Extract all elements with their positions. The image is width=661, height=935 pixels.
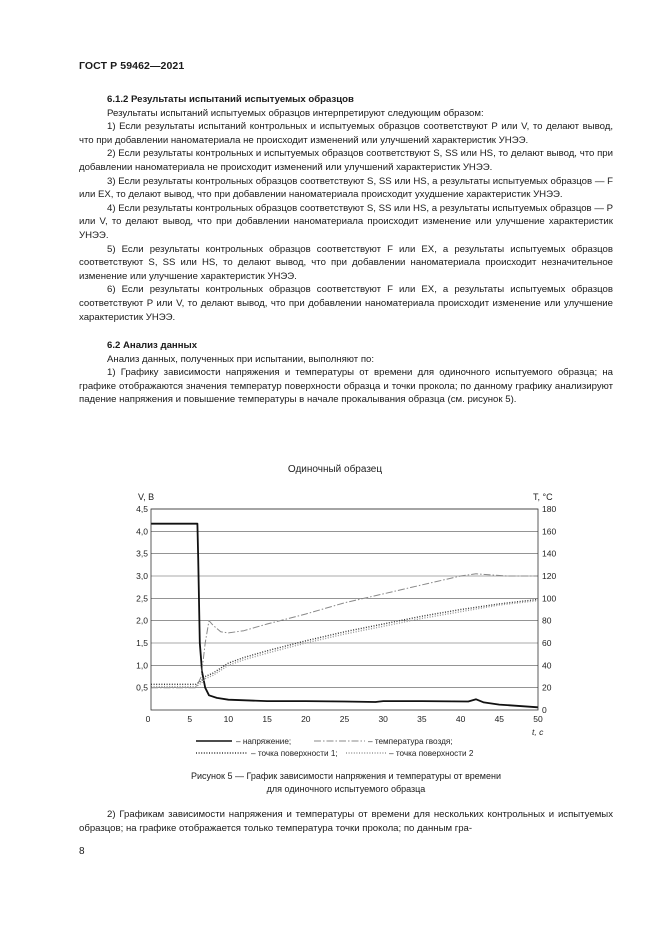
x-tick-label: 10 [223, 714, 234, 724]
caption-line: Рисунок 5 — График зависимости напряжения и температуры от времени [191, 771, 501, 781]
paragraph: Анализ данных, полученных при испытании, выполняют по: [107, 353, 375, 365]
paragraph: 1) Если результаты испытаний контрольных и испытуемых образцов соответствуют P или V, то делают вывод, что при добавлении наноматериала не происходит изменений или улучшений характеристик УНЭЭ. [79, 121, 613, 146]
y-left-tick-label: 1,5 [136, 638, 148, 648]
legend-label-surface-1: – точка поверхности 1; [251, 749, 338, 758]
chart-title: Одиночный образец [287, 464, 383, 475]
y-right-tick-label: 120 [542, 571, 557, 581]
paragraph: 5) Если результаты контрольных образцов соответствуют F или EX, а результаты испытуемых образцов соответствуют S, SS или HS, то делают вывод, что при добавлении наноматериала происходит незначительное изменение или улучшение характеристик УНЭЭ. [79, 243, 613, 282]
x-tick-label: 45 [494, 714, 505, 724]
y-right-tick-label: 20 [542, 682, 552, 693]
paragraph: 3) Если результаты контрольных образцов соответствуют S, SS или HS, а результаты испытуемых образцов — F или EX, то делают вывод, что при добавлении наноматериала происходит ухудшение характеристик УНЭЭ. [79, 175, 613, 201]
section-6-1-2 [79, 93, 613, 324]
y-right-tick-label: 100 [542, 593, 557, 604]
chart-legend [196, 737, 474, 758]
paragraph: 4) Если результаты контрольных образцов соответствуют S, SS или HS, а результаты испытуемых образцов — P или V, то делают вывод, что при добавлении наноматериала происходит изменение или улучшение характеристик УНЭЭ. [79, 202, 613, 241]
y-right-tick-label: 60 [542, 638, 552, 648]
x-tick-label: 40 [455, 714, 466, 724]
y-left-tick-label: 4,0 [136, 526, 148, 537]
y-left-tick-label: 2,0 [136, 615, 148, 626]
y-left-tick-label: 3,5 [136, 548, 148, 559]
surface-point-1-series-line [151, 599, 538, 684]
legend-label-nail-temp: – температура гвоздя; [368, 737, 453, 746]
x-tick-label: 20 [301, 714, 311, 724]
plot-frame [151, 509, 538, 710]
x-tick-label: 50 [533, 714, 543, 724]
legend-label-voltage: – напряжение; [236, 737, 292, 746]
y-left-tick-label: 4,5 [136, 504, 148, 514]
x-tick-label: 5 [187, 714, 193, 724]
y-right-tick-label: 40 [542, 660, 552, 671]
caption-line: для одиночного испытуемого образца [266, 783, 426, 794]
section-heading: 6.2 Анализ данных [107, 340, 198, 351]
x-tick-label: 30 [378, 714, 388, 724]
section-6-2 [79, 339, 613, 407]
paragraph: 1) Графику зависимости напряжения и температуры от времени для одиночного испытуемого образца; на графике отображаются значения температур поверхности образца и точки прокола; по данному графику анализируют падение напряжения и повышение температуры в начале прокалывания образца (см. рисунок 5). [79, 367, 613, 406]
y-right-tick-label: 80 [542, 615, 552, 626]
x-tick-label: 15 [262, 714, 272, 724]
x-tick-label: 0 [145, 714, 151, 724]
y-left-tick-label: 2,5 [136, 593, 148, 604]
nail-temperature-series-line [151, 574, 538, 688]
paragraph: 6) Если результаты контрольных образцов соответствуют F или EX, а результаты испытуемых образцов соответствуют P или V, то делают вывод, что при добавлении наноматериала происходит изменение или улучшение характеристик УНЭЭ. [79, 284, 613, 323]
x-tick-label: 35 [417, 714, 427, 724]
voltage-series-line [151, 524, 538, 708]
y-left-tick-label: 1,0 [136, 660, 148, 671]
y-left-tick-label: 0,5 [136, 682, 148, 693]
page-number: 8 [79, 846, 85, 857]
legend-label-surface-2: – точка поверхности 2 [389, 749, 474, 758]
y-left-tick-label: 3,0 [136, 571, 148, 581]
document-header: ГОСТ Р 59462—2021 [79, 60, 185, 72]
voltage-temperature-chart [100, 462, 570, 758]
section-6-2-continued [79, 808, 613, 835]
x-axis-label: t, c [532, 727, 544, 737]
y-right-tick-label: 160 [542, 526, 557, 537]
section-heading: 6.1.2 Результаты испытаний испытуемых образцов [107, 94, 354, 105]
y-right-axis-label: T, °С [533, 492, 553, 502]
y-left-axis-label: V, В [138, 492, 155, 502]
x-tick-label: 25 [339, 714, 350, 724]
paragraph: 2) Если результаты контрольных и испытуемых образцов соответствуют S, SS или HS, то делают вывод, что при добавлении наноматериала не происходит изменений или улучшений характеристик УНЭЭ. [79, 148, 613, 173]
paragraph: 2) Графикам зависимости напряжения и температуры от времени для нескольких контрольных и испытуемых образцов; на графике отображается только температура точки прокола; по данным гра- [79, 809, 613, 834]
figure-caption [79, 770, 613, 795]
y-right-tick-label: 180 [542, 504, 557, 514]
paragraph: Результаты испытаний испытуемых образцов интерпретируют следующим образом: [107, 107, 484, 119]
y-right-tick-label: 140 [542, 548, 557, 559]
y-right-tick-label: 0 [542, 705, 547, 715]
surface-point-2-series-line [151, 601, 538, 687]
